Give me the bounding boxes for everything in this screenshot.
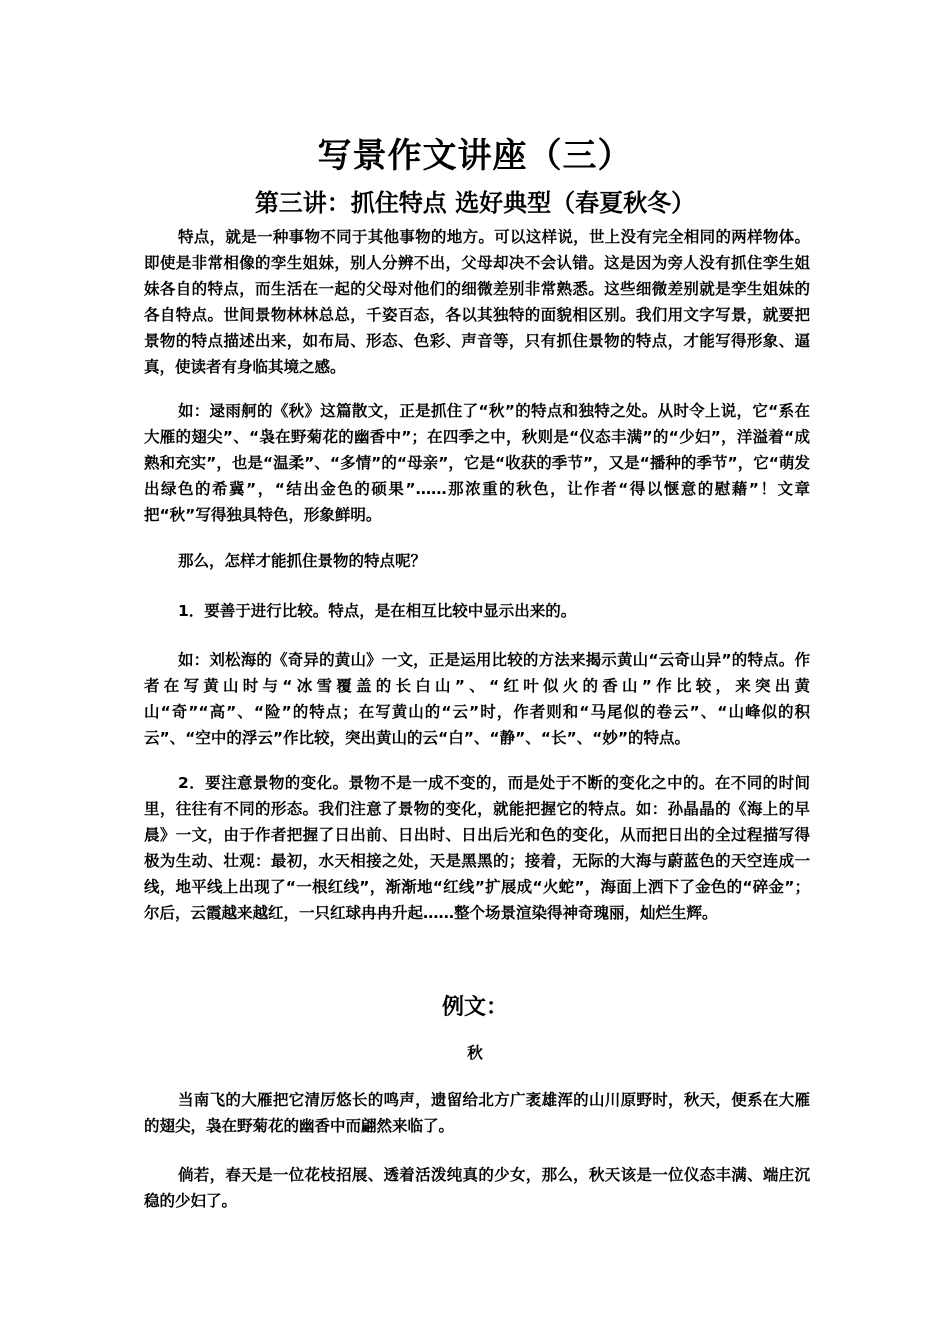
example-essay-heading: 例文：: [441, 995, 508, 1020]
lecture-subtitle: 第三讲：抓住特点 选好典型（春夏秋冬）: [254, 189, 696, 217]
question-paragraph: 那么，怎样才能抓住景物的特点呢？: [178, 552, 427, 570]
essay-paragraph: 倘若，春天是一位花枝招展、透着活泼纯真的少女，那么，秋天该是一位仪态丰满、端庄沉稳的少妇了。: [144, 1166, 810, 1210]
intro-paragraph: 特点，就是一种事物不同于其他事物的地方。可以这样说，世上没有完全相同的两样物体。即使是非常相像的孪生姐妹，别人分辨不出，父母却决不会认错。这是因为旁人没有抓住孪生姐妹各自的特点，而生活在一起的父母对他们的细微差别非常熟悉。这些细微差别就是孪生姐妹的各自特点。世间景物林林总总，千姿百态，各以其独特的面貌相区别。我们用文字写景，就要把景物的特点描述出来，如布局、形态、色彩、声音等，只有抓住景物的特点，才能写得形象、逼真，使读者有身临其境之感。: [144, 228, 810, 376]
point-one-paragraph: 1．要善于进行比较。特点，是在相互比较中显示出来的。: [178, 602, 577, 620]
point-two-paragraph: 2．要注意景物的变化。景物不是一成不变的，而是处于不断的变化之中的。在不同的时间里，往往有不同的形态。我们注意了景物的变化，就能把握它的特点。如：孙晶晶的《海上的早晨》一文，由于作者把握了日出前、日出时、日出后光和色的变化，从而把日出的全过程描写得极为生动、壮观：最初，水天相接之处，天是黑黑的；接着，无际的大海与蔚蓝色的天空连成一线，地平线上出现了“一根红线”，渐渐地“红线”扩展成“火蛇”，海面上洒下了金色的“碎金”；尔后，云霞越来越红，一只红球冉冉升起……整个场景渲染得神奇瑰丽，灿烂生辉。: [144, 774, 810, 922]
example-autumn-paragraph: 如：逯雨舸的《秋》这篇散文，正是抓住了“秋”的特点和独特之处。从时令上说，它“系在大雁的翅尖”、“袅在野菊花的幽香中”；在四季之中，秋则是“仪态丰满”的“少妇”，洋溢着“成熟和充实”，也是“温柔”、“多情”的“母亲”，它是“收获的季节”，又是“播种的季节”，它“萌发出绿色的希冀”，“结出金色的硕果”……那浓重的秋色，让作者“得以惬意的慰藉”！文章把“秋”写得独具特色，形象鲜明。: [144, 402, 810, 524]
example-essay-title: 秋: [467, 1044, 483, 1062]
essay-paragraph: 当南飞的大雁把它清厉悠长的鸣声，遗留给北方广袤雄浑的山川原野时，秋天，便系在大雁的翅尖，袅在野菊花的幽香中而翩然来临了。: [144, 1091, 810, 1135]
example-huangshan-paragraph: 如：刘松海的《奇异的黄山》一文，正是运用比较的方法来揭示黄山“云奇山异”的特点。作者在写黄山时与“冰雪覆盖的长白山”、“红叶似火的香山”作比较，来突出黄山“奇”“高”、“险”的特点；在写黄山的“云”时，作者则和“马尾似的卷云”、“山峰似的积云”、“空中的浮云”作比较，突出黄山的云“白”、“静”、“长”、“妙”的特点。: [144, 651, 810, 747]
page-title: 写景作文讲座（三）: [317, 136, 633, 176]
